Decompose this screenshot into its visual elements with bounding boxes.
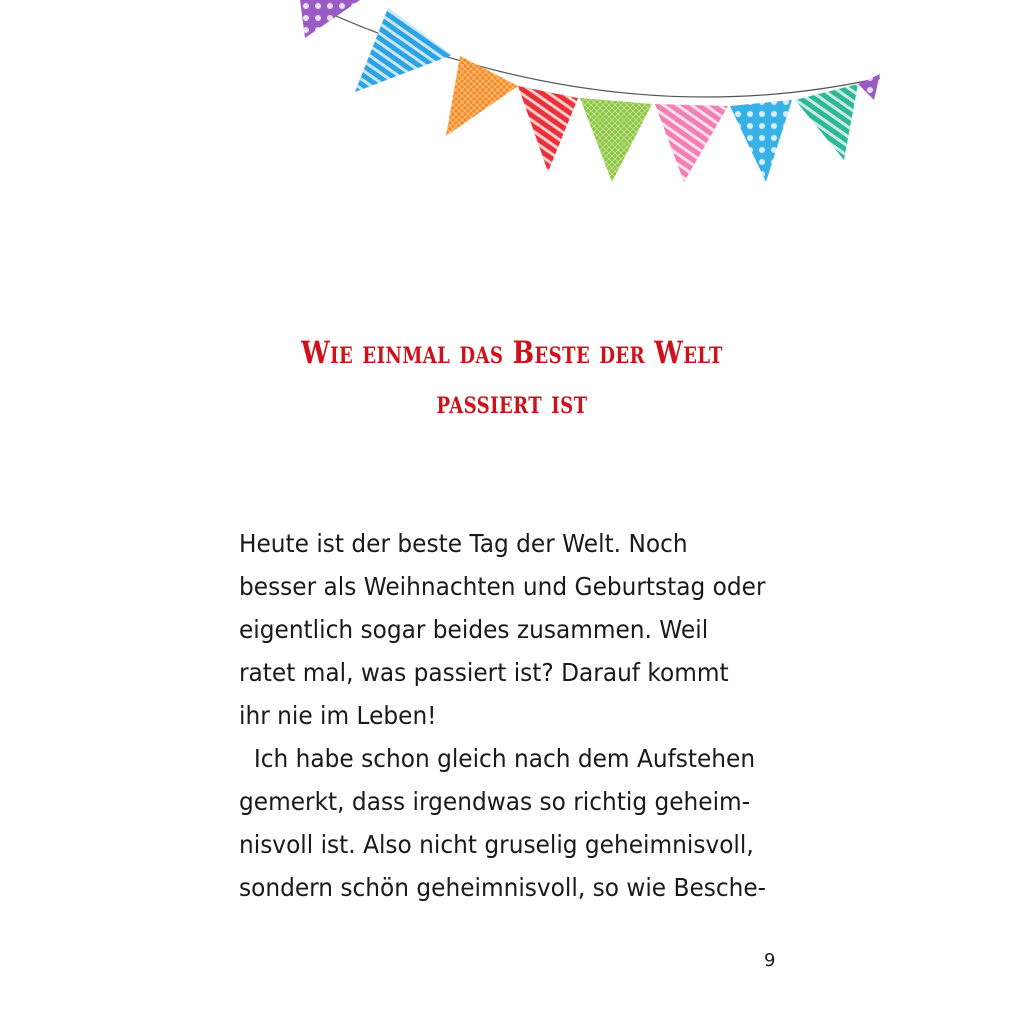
bunting-flag-pattern	[518, 86, 578, 172]
bunting-flag-pattern	[730, 100, 792, 182]
body-line: nisvoll ist. Also nicht gruselig geheimnisvoll,	[239, 830, 754, 859]
body-line: ihr nie im Leben!	[239, 701, 437, 730]
body-line: sondern schön geheimnisvoll, so wie Besche-	[239, 873, 767, 902]
body-line: Ich habe schon gleich nach dem Aufstehen	[253, 744, 756, 773]
body-line: besser als Weihnachten und Geburtstag oder	[239, 572, 766, 601]
body-text	[239, 522, 767, 909]
chapter-title-line-1: Wie einmal das Beste der Welt	[301, 335, 723, 371]
chapter-title	[256, 328, 768, 428]
bunting-garland-illustration	[0, 0, 1024, 200]
body-line: eigentlich sogar beides zusammen. Weil	[239, 615, 709, 644]
body-line: gemerkt, dass irgendwas so richtig geheim-	[239, 787, 751, 816]
bunting-flag-pattern	[446, 56, 518, 136]
page-number: 9	[764, 950, 776, 971]
bunting-flag-pattern	[655, 104, 728, 182]
body-line: ratet mal, was passiert ist? Darauf kommt	[239, 658, 729, 687]
bunting-flag-pattern	[858, 74, 880, 100]
bunting-flag-pattern	[300, 0, 360, 38]
chapter-title-line-2: passiert ist	[436, 385, 588, 421]
body-line: Heute ist der beste Tag der Welt. Noch	[239, 529, 688, 558]
bunting-flag-pattern	[355, 8, 452, 92]
bunting-flag-pattern	[795, 84, 858, 160]
bunting-flag-pattern	[580, 98, 652, 182]
bunting-flags	[300, 0, 880, 182]
